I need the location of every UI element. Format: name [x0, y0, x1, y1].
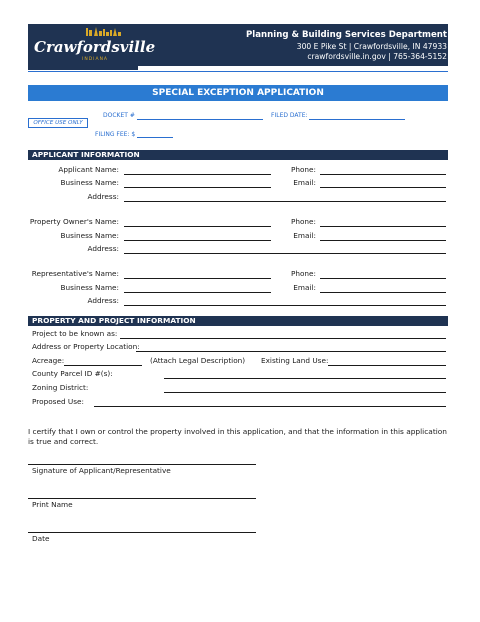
- applicant-phone-field[interactable]: [320, 174, 446, 175]
- applicant-name-field[interactable]: [124, 174, 271, 175]
- owner-name-label: Property Owner's Name:: [29, 217, 119, 226]
- owner-phone-label: Phone:: [290, 217, 316, 226]
- print-name-field[interactable]: [28, 498, 256, 499]
- zoning-district-label: Zoning District:: [32, 383, 89, 392]
- legal-description-note: (Attach Legal Description): [150, 356, 246, 365]
- filed-date-field[interactable]: [309, 119, 405, 120]
- rep-phone-field[interactable]: [320, 278, 446, 279]
- address-location-field[interactable]: [136, 351, 446, 352]
- rep-address-label: Address:: [87, 296, 119, 305]
- filing-fee-field[interactable]: [137, 137, 173, 138]
- certification-statement: I certify that I own or control the property involved in this application, and that the information in this application is true and correct.: [28, 427, 447, 446]
- acreage-label: Acreage:: [32, 356, 65, 365]
- applicant-email-field[interactable]: [320, 187, 446, 188]
- owner-business-field[interactable]: [124, 240, 271, 241]
- project-known-as-field[interactable]: [120, 338, 446, 339]
- owner-name-field[interactable]: [124, 226, 271, 227]
- address-location-label: Address or Property Location:: [32, 342, 140, 351]
- docket-field[interactable]: [137, 119, 263, 120]
- owner-address-field[interactable]: [124, 253, 446, 254]
- proposed-use-field[interactable]: [94, 406, 446, 407]
- department-name: Planning & Building Services Department: [246, 30, 447, 40]
- owner-phone-field[interactable]: [320, 226, 446, 227]
- logo-wordmark: Crawfordsville: [34, 38, 156, 56]
- rep-phone-label: Phone:: [290, 269, 316, 278]
- rep-business-field[interactable]: [124, 292, 271, 293]
- date-field[interactable]: [28, 532, 256, 533]
- header-underline: [28, 71, 448, 72]
- applicant-business-field[interactable]: [124, 187, 271, 188]
- proposed-use-label: Proposed Use:: [32, 397, 85, 406]
- existing-land-use-field[interactable]: [328, 365, 446, 366]
- owner-business-label: Business Name:: [60, 231, 119, 240]
- date-label: Date: [32, 534, 50, 543]
- print-name-label: Print Name: [32, 500, 73, 509]
- filing-fee-label: FILING FEE: $: [95, 131, 136, 138]
- city-logo: [28, 24, 156, 70]
- applicant-address-field[interactable]: [124, 201, 446, 202]
- applicant-business-label: Business Name:: [60, 178, 119, 187]
- parcel-id-field-1[interactable]: [164, 378, 446, 379]
- parcel-id-label: County Parcel ID #(s):: [32, 369, 113, 378]
- project-known-as-label: Project to be known as:: [32, 329, 118, 338]
- filed-date-label: FILED DATE:: [271, 112, 308, 119]
- owner-email-label: Email:: [293, 231, 316, 240]
- owner-address-label: Address:: [87, 244, 119, 253]
- department-contact: crawfordsville.in.gov | 765-364-5152: [307, 52, 447, 61]
- docket-label: DOCKET #: [103, 112, 135, 119]
- property-section-heading: PROPERTY AND PROJECT INFORMATION: [28, 316, 448, 326]
- applicant-email-label: Email:: [293, 178, 316, 187]
- rep-name-field[interactable]: [124, 278, 271, 279]
- office-use-box: OFFICE USE ONLY: [28, 118, 88, 128]
- rep-business-label: Business Name:: [60, 283, 119, 292]
- rep-email-label: Email:: [293, 283, 316, 292]
- signature-label: Signature of Applicant/Representative: [32, 466, 171, 475]
- rep-email-field[interactable]: [320, 292, 446, 293]
- rep-name-label: Representative's Name:: [31, 269, 119, 278]
- department-address: 300 E Pike St | Crawfordsville, IN 47933: [296, 42, 447, 51]
- signature-field[interactable]: [28, 464, 256, 465]
- form-title: SPECIAL EXCEPTION APPLICATION: [28, 85, 448, 101]
- existing-land-use-label: Existing Land Use:: [261, 356, 329, 365]
- applicant-phone-label: Phone:: [290, 165, 316, 174]
- applicant-address-label: Address:: [87, 192, 119, 201]
- owner-email-field[interactable]: [320, 240, 446, 241]
- applicant-name-label: Applicant Name:: [58, 165, 119, 174]
- acreage-field[interactable]: [64, 365, 142, 366]
- logo-subtext: INDIANA: [82, 57, 109, 62]
- zoning-district-field[interactable]: [164, 392, 446, 393]
- rep-address-field[interactable]: [124, 305, 446, 306]
- applicant-section-heading: APPLICANT INFORMATION: [28, 150, 448, 160]
